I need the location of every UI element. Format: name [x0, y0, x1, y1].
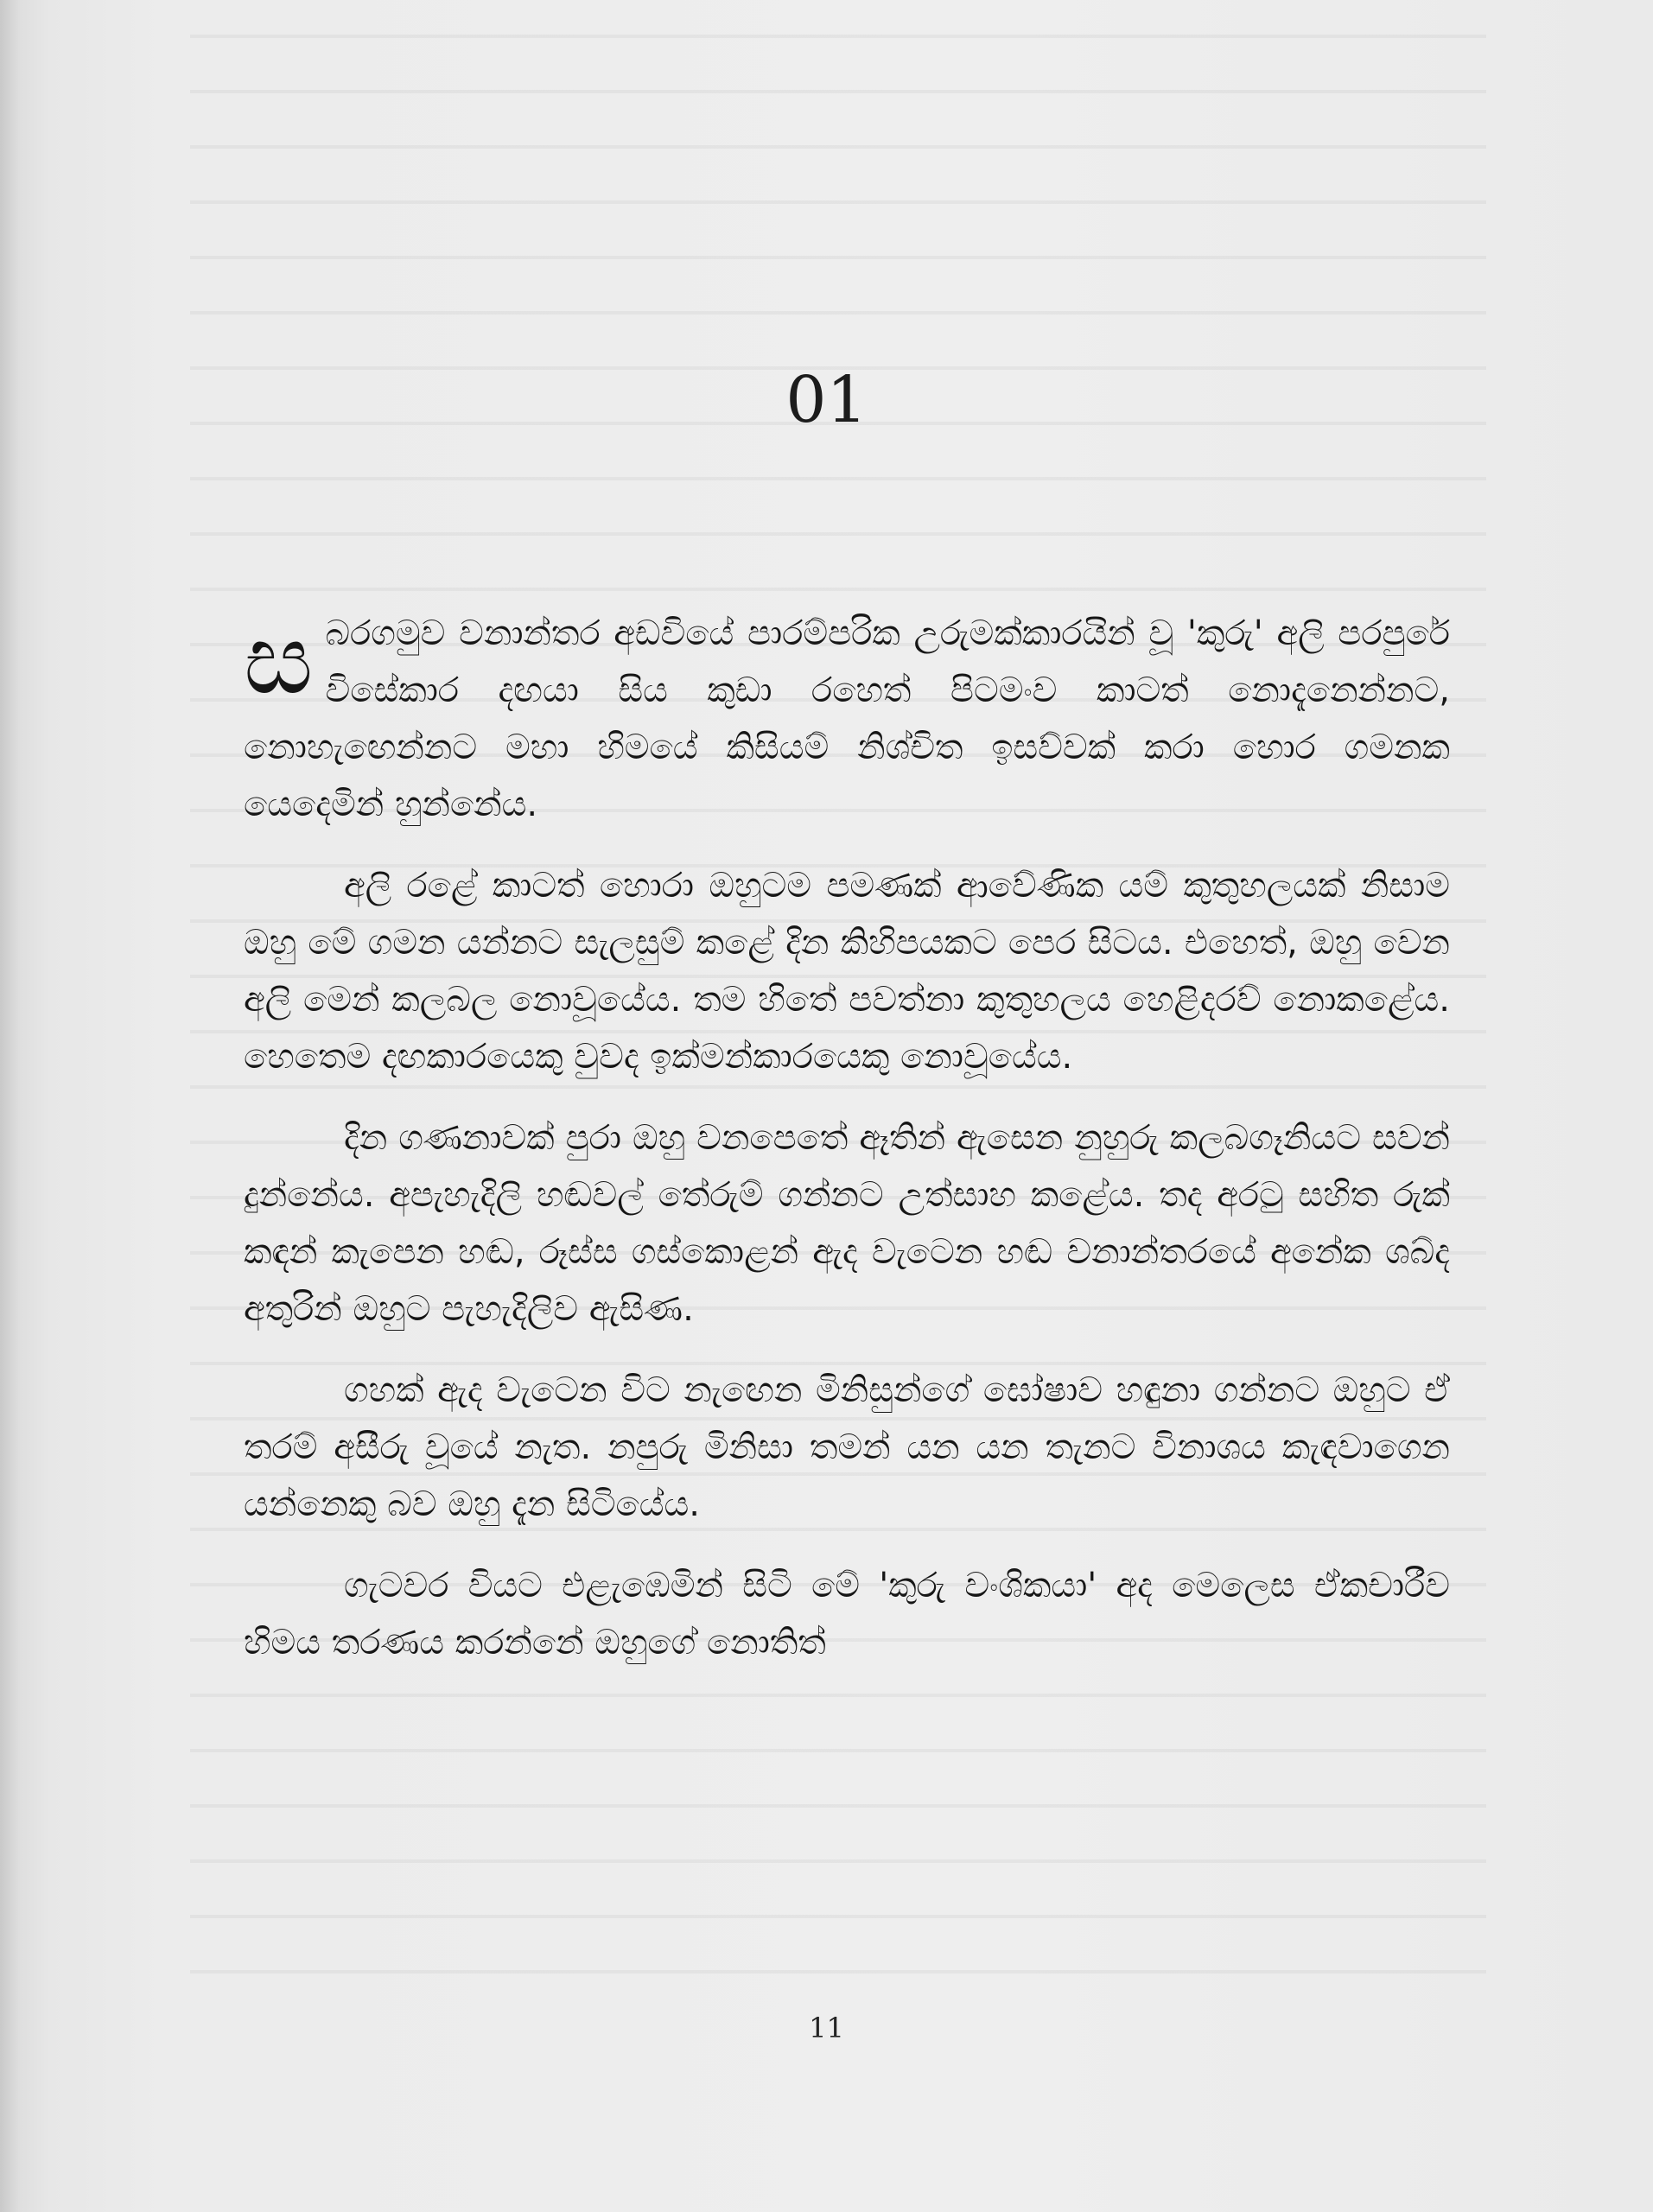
- page-number: 11: [809, 2012, 844, 2044]
- drop-cap-letter: ස: [244, 604, 314, 716]
- chapter-number: 01: [785, 363, 868, 437]
- chapter-body: [244, 605, 1450, 1695]
- paragraph-2: අලි රළේ කාටත් හොරා ඔහුටම පමණක් ආවේණික යම් කුතුහලයක් නිසාම ඔහු මේ ගමන යන්නට සැලසුම් කළේ දින කිහිපයකට පෙර සිටය. එහෙත්, ඔහු වෙන අලි මෙන් කලබල නොවූයේය. තම හිතේ පවත්නා කුතුහලය හෙළිදරව් නොකළේය. හෙතෙම දඟකාරයෙකු වුවද ඉක්මන්කාරයෙකු නොවූයේය.: [244, 866, 1450, 1077]
- paragraph-4: ගහක් ඇද වැටෙන විට නැඟෙන මිනිසුන්ගේ ඝෝෂාව හඳුනා ගන්නට ඔහුට ඒ තරම් අසීරු වූයේ නැත. නපුරු මිනිසා තමන් යන යන තැනට විනාශය කැඳවාගෙන යන්නෙකු බව ඔහු දැන සිටියේය.: [244, 1370, 1450, 1524]
- page-binding-edge: [0, 0, 19, 2212]
- paragraph-5: ගැටවර වියට එළැඹෙමින් සිටි මේ 'කුරු වංශිකයා' අද මෙලෙස ඒකචාරීව හිමය තරණය කරන්නේ ඔහුගේ නොතිත්: [244, 1566, 1450, 1662]
- paragraph-1-text: බරගමුව වනාන්තර අඩවියේ පාරම්පරික උරුමක්කාරයින් වූ 'කුරු' අලි පරපුරේ විසේකාර දඟයා සිය කුඩා රහෙත් පිටමංව කාටත් නොදැනෙන්නට, නොහැඟෙන්නට මහා හිමයේ කිසියම් නිශ්චිත ඉසව්වක් කරා හොර ගමනක යෙදෙමින් හුන්නේය.: [244, 613, 1450, 824]
- paragraph-1: [244, 605, 1450, 833]
- paragraph-3: දින ගණනාවක් පුරා ඔහු වනපෙතේ ඈතින් ඇසෙන නුහුරු කලබගෑනියට සවන් දුන්නේය. අපැහැදිලි හඬවල් තේරුම් ගන්නට උත්සාහ කළේය. තද අරටු සහිත රුක් කඳන් කැපෙන හඬ, රූස්ස ගස්කොළන් ඇද වැටෙන හඬ වනාන්තරයේ අනේක ශබ්ද අතුරින් ඔහුට පැහැදිලිව ඇසිණ.: [244, 1118, 1450, 1329]
